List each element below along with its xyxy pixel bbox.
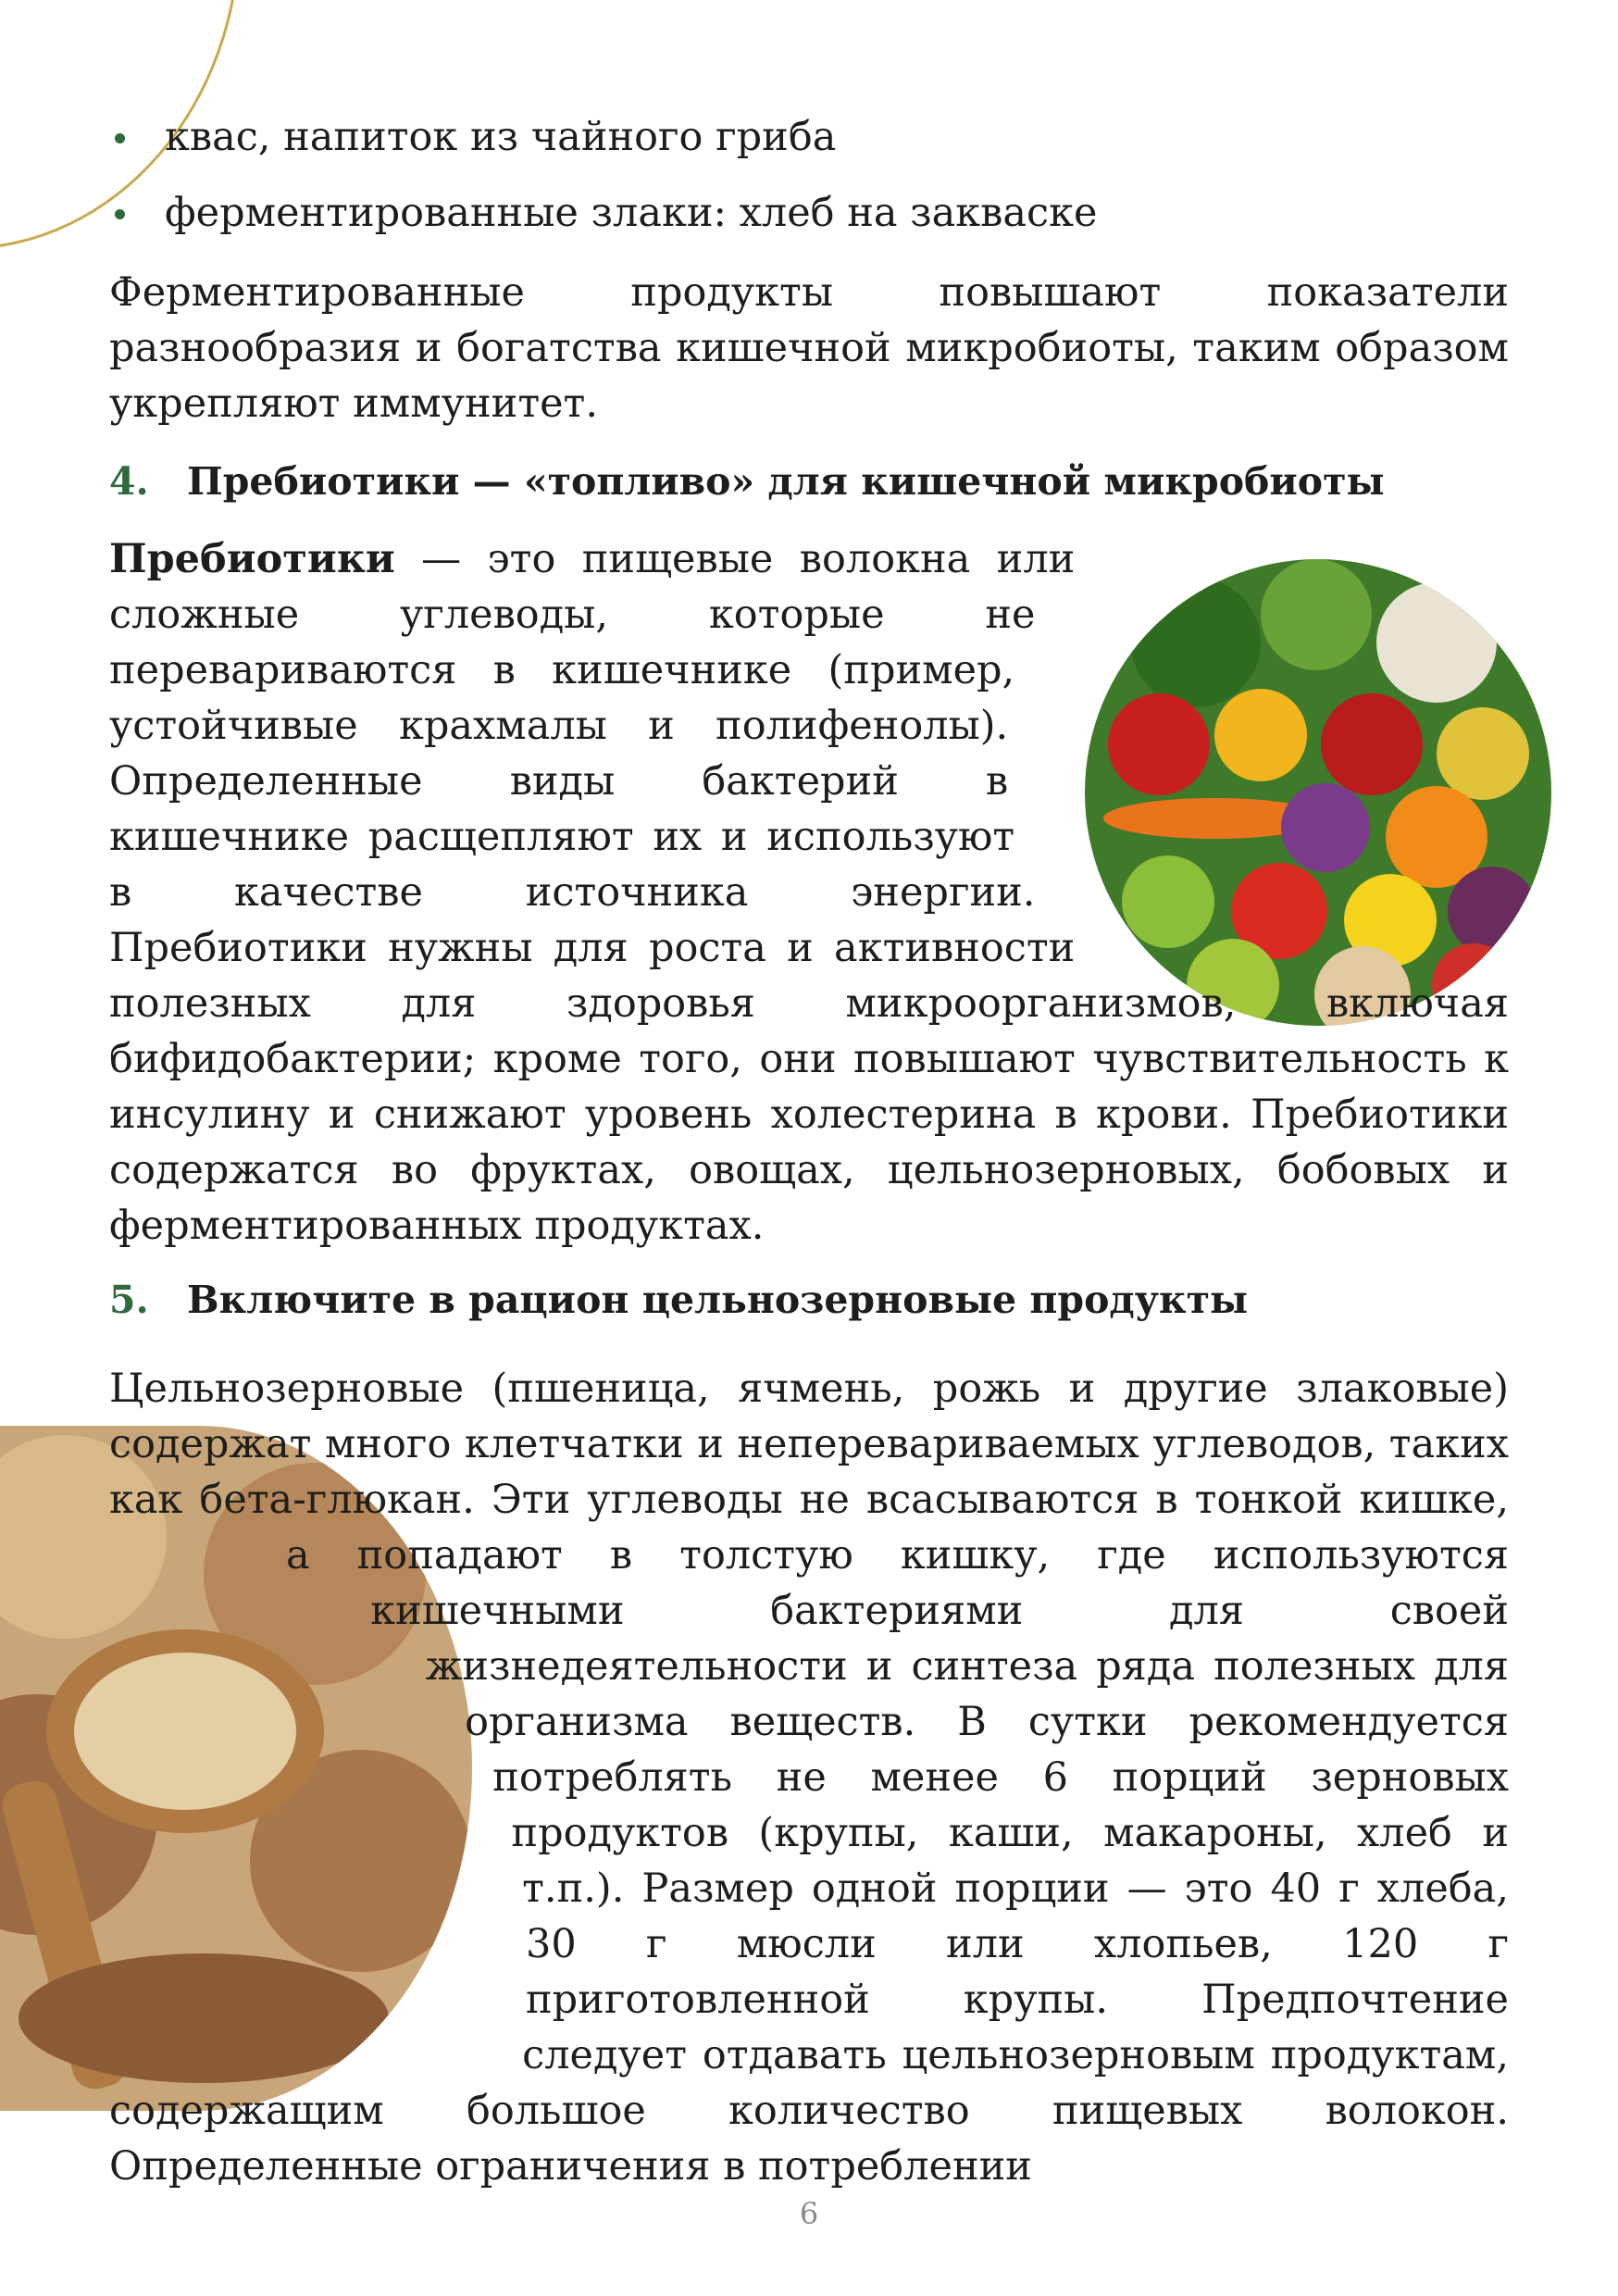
paragraph-prebiotics: Пребиотики — это пищевые волокна или сложные углеводы, которые не перевариваются в кишечнике (пример, устойчивые крахмалы и полифенолы). Определенные виды бактерий в кишечнике расщепляют их и используют в качестве источника энергии. Пребиотики нужны для роста и активности полезных для здоровья микроорганизмов, включая бифидобактерии; кроме того, они повышают чувствительность к инсулину и снижают уровень холестерина в крови. Пребиотики содержатся во фруктах, овощах, цельнозерновых, бобовых и ферментированных продуктах. (109, 531, 1509, 1254)
section-heading-5: 5. Включите в рацион цельнозерновые продукты (109, 1278, 1249, 1322)
bullet-dot-icon (115, 209, 125, 219)
page-number: 6 (799, 2196, 819, 2231)
image-wrap-space (990, 531, 1509, 976)
bullet-dot-icon (115, 133, 125, 144)
paragraph-wholegrain: Цельнозерновые (пшеница, ячмень, рожь и другие злаковые) содержат много клетчатки и неперевариваемых углеводов, таких как бета-глюкан. Эти углеводы не всасываются в тонкой кишке, а попадают в толстую кишку, где используются кишечными бактериями для своей жизнедеятельности и синтеза ряда полезных для организма веществ. В сутки рекомендуется потреблять не менее 6 порций зерновых продуктов (крупы, каши, макароны, хлеб и т.п.). Размер одной порции — это 40 г хлеба, 30 г мюсли или хлопьев, 120 г приготовленной крупы. Предпочтение следует отдавать цельнозерновым продуктам, содержащим большое количество пищевых волокон. Определенные ограничения в потреблении (109, 1361, 1509, 2194)
paragraph-fermented: Ферментированные продукты повышают показатели разнообразия и богатства кишечной микробиоты, таким образом укрепляют иммунитет. (109, 269, 1509, 427)
list-item: квас, напиток из чайного гриба (109, 109, 1516, 165)
list-item: ферментированные злаки: хлеб на закваске (109, 185, 1516, 241)
bullet-list (109, 109, 1516, 261)
section-heading-4: 4. Пребиотики — «топливо» для кишечной микробиоты (109, 459, 1385, 504)
